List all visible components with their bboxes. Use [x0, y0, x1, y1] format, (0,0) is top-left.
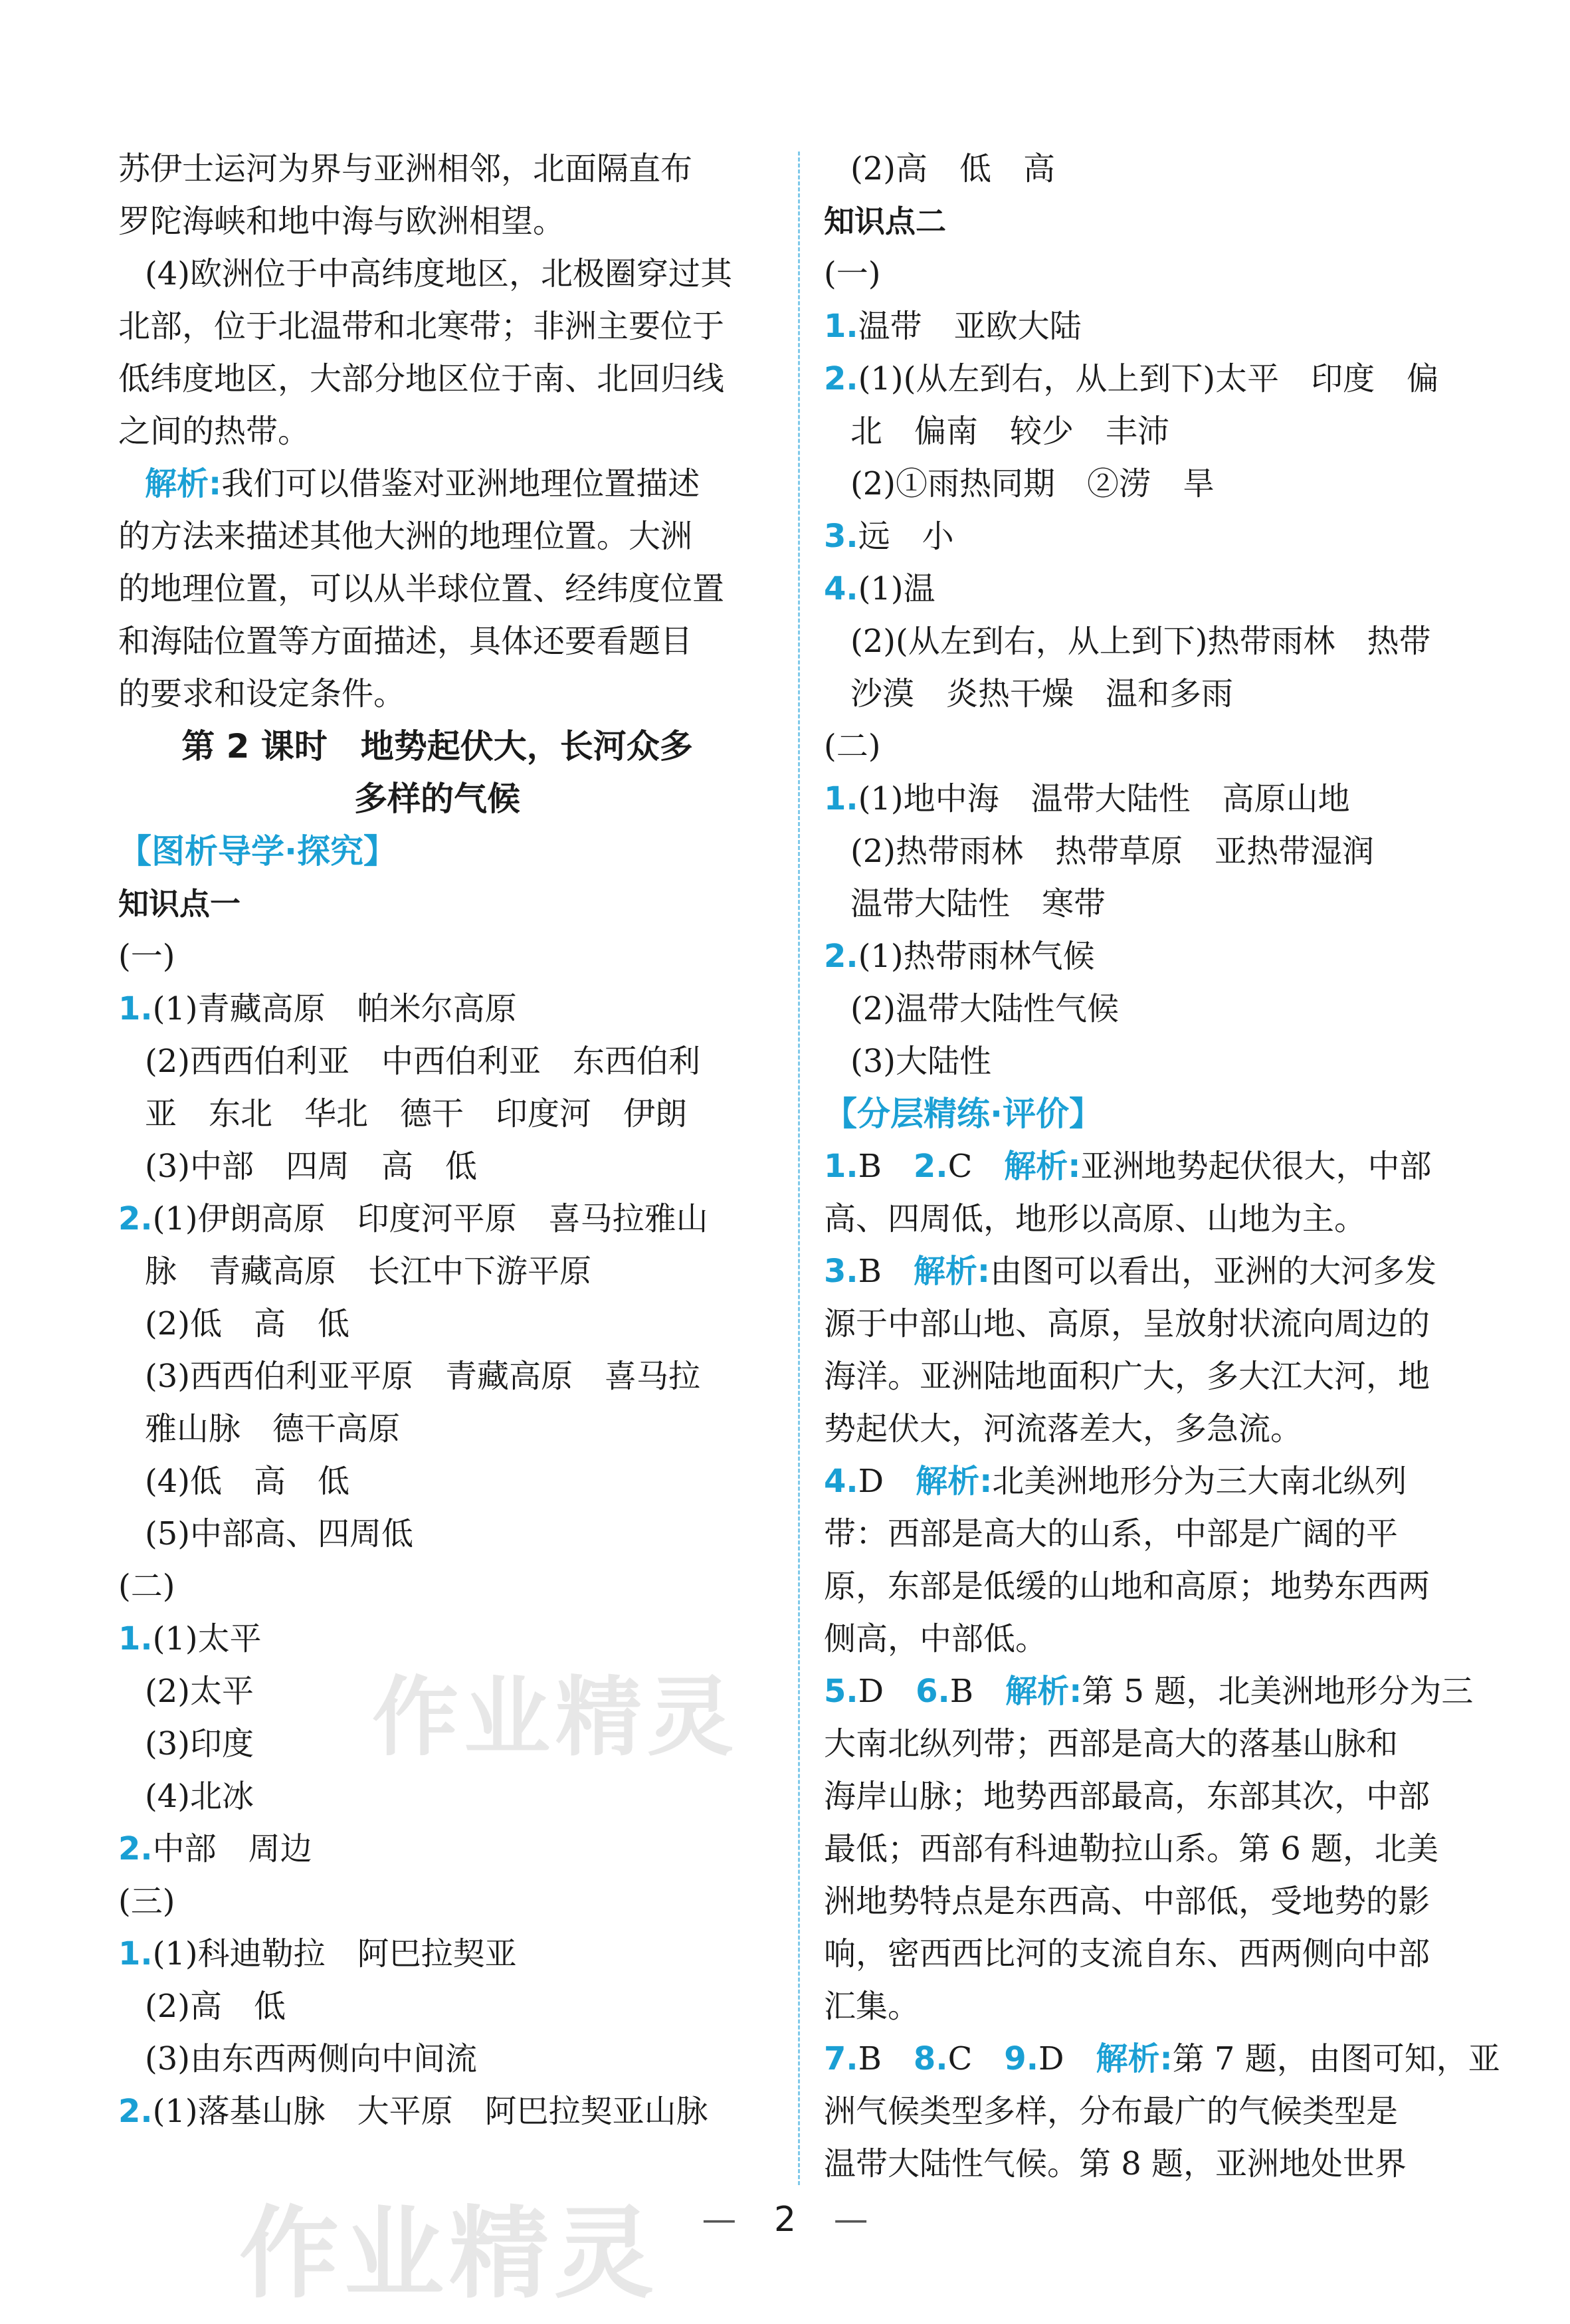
answer-line: 3.B 解析:由图可以看出，亚洲的大河多发	[824, 1253, 1437, 1290]
answer-line: 沙漠 炎热干燥 温和多雨	[850, 675, 1234, 712]
item-number: 5.	[824, 1673, 858, 1710]
watermark: 作业精灵	[372, 1667, 739, 1768]
text-line: 势起伏大，河流落差大，多急流。	[824, 1410, 1303, 1447]
item-number: 4.	[824, 570, 858, 607]
text-line: 源于中部山地、高原，呈放射状流向周边的	[824, 1305, 1430, 1342]
answer-line: 1.(1)地中海 温带大陆性 高原山地	[824, 780, 1350, 817]
item-number: 1.	[118, 1620, 153, 1657]
item-number: 4.	[824, 1463, 858, 1500]
answer-line: 亚 东北 华北 德干 印度河 伊朗	[145, 1095, 688, 1132]
subsection-label: (二)	[118, 1568, 175, 1605]
item-number: 8.	[913, 2040, 948, 2077]
text-line: 罗陀海峡和地中海与欧洲相望。	[118, 203, 565, 240]
answer-line: (3)大陆性	[850, 1043, 991, 1080]
item-number: 2.	[913, 1148, 948, 1185]
answer-line: (5)中部高、四周低	[145, 1515, 413, 1552]
subsection-label: (一)	[824, 255, 881, 292]
text-line: 苏伊士运河为界与亚洲相邻，北面隔直布	[118, 150, 693, 187]
analysis-line: 解析:我们可以借鉴对亚洲地理位置描述	[145, 465, 700, 502]
answer-line: 脉 青藏高原 长江中下游平原	[145, 1253, 592, 1290]
section-heading: 【分层精练·评价】	[824, 1095, 1102, 1133]
dash-right: —	[833, 2200, 868, 2240]
text-line: 温带大陆性气候。第 8 题，亚洲地处世界	[824, 2145, 1407, 2182]
item-number: 7.	[824, 2040, 858, 2077]
text-line: 的地理位置，可以从半球位置、经纬度位置	[118, 570, 725, 607]
answer-line: 1.(1)太平	[118, 1620, 262, 1657]
answer-line: (2)低 高 低	[145, 1305, 349, 1342]
subsection-label: (一)	[118, 938, 175, 975]
text-line: 之间的热带。	[118, 413, 310, 450]
text-line: 最低；西部有科迪勒拉山系。第 6 题，北美	[824, 1830, 1439, 1867]
answer-line: (3)西西伯利亚平原 青藏高原 喜马拉	[145, 1358, 700, 1395]
text-line: 北部，位于北温带和北寒带；非洲主要位于	[118, 308, 725, 345]
answer-line: (2)西西伯利亚 中西伯利亚 东西伯利	[145, 1043, 700, 1080]
answer-line: (4)北冰	[145, 1778, 254, 1815]
analysis-label: 解析:	[1005, 1673, 1082, 1710]
knowledge-heading: 知识点一	[118, 886, 241, 922]
page-number	[0, 2193, 1570, 2246]
text-line: 带：西部是高大的山系，中部是广阔的平	[824, 1515, 1399, 1552]
analysis-label: 解析:	[916, 1463, 993, 1500]
text-line: 低纬度地区，大部分地区位于南、北回归线	[118, 360, 725, 397]
item-number: 2.	[824, 360, 858, 397]
column-divider	[798, 152, 800, 2185]
item-number: 2.	[118, 1200, 153, 1237]
answer-line: (3)由东西两侧向中间流	[145, 2040, 477, 2077]
answer-line: 2.(1)落基山脉 大平原 阿巴拉契亚山脉	[118, 2093, 708, 2130]
text-line: 高、四周低，地形以高原、山地为主。	[824, 1200, 1367, 1237]
analysis-label: 解析:	[145, 465, 222, 502]
item-number: 1.	[824, 780, 858, 817]
text-line: 侧高，中部低。	[824, 1620, 1048, 1657]
answer-line: 2.(1)伊朗高原 印度河平原 喜马拉雅山	[118, 1200, 708, 1237]
answer-line: (3)印度	[145, 1725, 254, 1762]
text-line: (4)欧洲位于中高纬度地区，北极圈穿过其	[145, 255, 732, 292]
answer-line: 3.远 小	[824, 518, 954, 555]
item-number: 3.	[824, 1253, 858, 1290]
answer-line: (2)①雨热同期 ②涝 旱	[850, 465, 1215, 502]
answer-line: (2)太平	[145, 1673, 254, 1710]
left-column	[118, 143, 756, 2138]
answer-line: 2.中部 周边	[118, 1830, 312, 1867]
subsection-label: (三)	[118, 1883, 175, 1920]
text-line: 原，东部是低缓的山地和高原；地势东西两	[824, 1568, 1430, 1605]
analysis-label: 解析:	[913, 1253, 991, 1290]
item-number: 1.	[118, 1935, 153, 1972]
answer-line: (2)(从左到右，从上到下)热带雨林 热带	[850, 623, 1431, 660]
item-number: 1.	[824, 308, 858, 345]
answer-line: 5.D 6.B 解析:第 5 题，北美洲地形分为三	[824, 1673, 1474, 1710]
text-line: 和海陆位置等方面描述，具体还要看题目	[118, 623, 693, 660]
answer-line: 雅山脉 德干高原	[145, 1410, 401, 1447]
item-number: 3.	[824, 518, 858, 555]
answer-line: (2)高 低	[145, 1988, 286, 2025]
analysis-label: 解析:	[1004, 1148, 1081, 1185]
knowledge-heading: 知识点二	[824, 203, 946, 239]
item-number: 9.	[1004, 2040, 1038, 2077]
text-line: 大南北纵列带；西部是高大的落基山脉和	[824, 1725, 1399, 1762]
answer-line: (3)中部 四周 高 低	[145, 1148, 477, 1185]
analysis-label: 解析:	[1096, 2040, 1173, 2077]
answer-line: (4)低 高 低	[145, 1463, 349, 1500]
lesson-title: 第 2 课时 地势起伏大，长河众多	[181, 727, 693, 766]
item-number: 6.	[916, 1673, 950, 1710]
section-heading: 【图析导学·探究】	[118, 832, 397, 871]
answer-line: 4.(1)温	[824, 570, 935, 607]
text-line: 海岸山脉；地势西部最高，东部其次，中部	[824, 1778, 1430, 1815]
answer-line: 北 偏南 较少 丰沛	[850, 413, 1170, 450]
lesson-title: 多样的气候	[354, 780, 520, 818]
right-column	[824, 143, 1500, 2190]
answer-line: 1.B 2.C 解析:亚洲地势起伏很大，中部	[824, 1148, 1432, 1185]
text-line: 响，密西西比河的支流自东、西两侧向中部	[824, 1935, 1430, 1972]
text-line: 海洋。亚洲陆地面积广大，多大江大河，地	[824, 1358, 1430, 1395]
answer-line: 7.B 8.C 9.D 解析:第 7 题，由图可知，亚	[824, 2040, 1500, 2077]
answer-line: 1.(1)青藏高原 帕米尔高原	[118, 990, 517, 1027]
answer-line: 2.(1)(从左到右，从上到下)太平 印度 偏	[824, 360, 1439, 397]
page-number-value: 2	[773, 2200, 797, 2240]
text-line: 的方法来描述其他大洲的地理位置。大洲	[118, 518, 693, 555]
answer-line: (2)高 低 高	[850, 150, 1055, 187]
text-line: 汇集。	[824, 1988, 920, 2025]
answer-line: 1.(1)科迪勒拉 阿巴拉契亚	[118, 1935, 517, 1972]
text-line: 的要求和设定条件。	[118, 675, 406, 712]
item-number: 2.	[118, 1830, 153, 1867]
text-line: 洲气候类型多样，分布最广的气候类型是	[824, 2093, 1399, 2130]
answer-line: 2.(1)热带雨林气候	[824, 938, 1095, 975]
item-number: 1.	[118, 990, 153, 1027]
answer-line: 4.D 解析:北美洲地形分为三大南北纵列	[824, 1463, 1407, 1500]
item-number: 2.	[824, 938, 858, 975]
watermark: 作业精灵	[239, 2196, 660, 2312]
answer-line: 1.温带 亚欧大陆	[824, 308, 1082, 345]
answer-line: 温带大陆性 寒带	[850, 885, 1106, 922]
answer-line: (2)温带大陆性气候	[850, 990, 1119, 1027]
subsection-label: (二)	[824, 728, 881, 765]
text-line: 洲地势特点是东西高、中部低，受地势的影	[824, 1883, 1430, 1920]
item-number: 1.	[824, 1148, 858, 1185]
answer-line: (2)热带雨林 热带草原 亚热带湿润	[850, 833, 1374, 870]
dash-left: —	[702, 2200, 737, 2240]
item-number: 2.	[118, 2093, 153, 2130]
